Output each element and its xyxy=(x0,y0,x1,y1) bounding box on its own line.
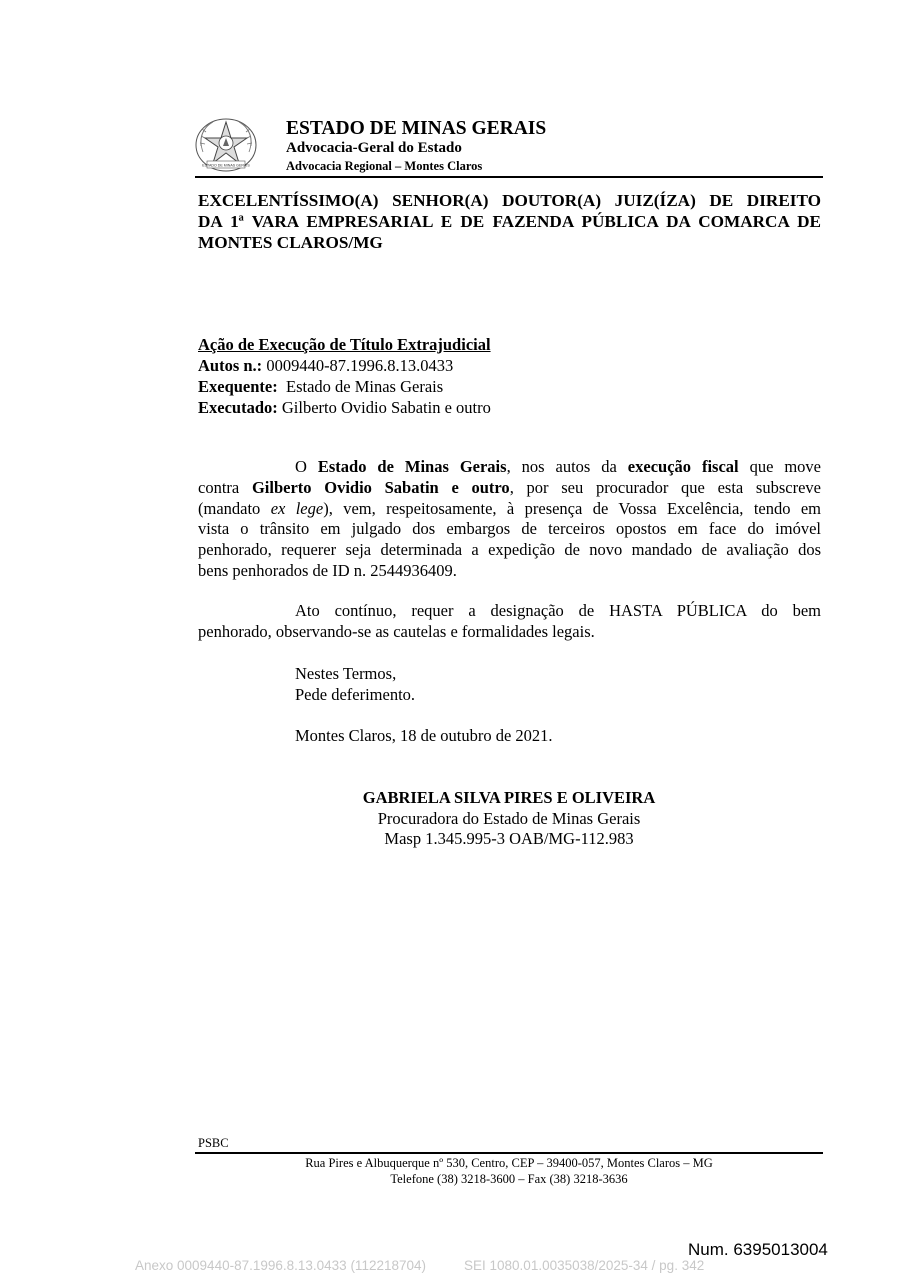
annex-reference: Anexo 0009440-87.1996.8.13.0433 (112218704) xyxy=(135,1258,427,1273)
paragraph-line: O Estado de Minas Gerais, nos autos da execução fiscal que move xyxy=(295,457,821,476)
signer-role: Procuradora do Estado de Minas Gerais xyxy=(377,808,641,828)
petition-paragraph-2 xyxy=(198,601,821,643)
paragraph-line: (mandato ex lege), vem, respeitosamente, à presença de Vossa Excelência, tendo em xyxy=(198,498,822,518)
exequente-label: Exequente: xyxy=(198,377,278,396)
paragraph-line: contra Gilberto Ovidio Sabatin e outro, por seu procurador que esta subscreve xyxy=(198,477,821,497)
signature-block xyxy=(300,788,718,850)
seal-text: ESTADO DE MINAS GERAIS xyxy=(202,163,250,168)
case-info xyxy=(198,334,491,418)
petition-paragraph-1 xyxy=(198,457,821,582)
footer-divider xyxy=(195,1152,823,1154)
addressee-line: MONTES CLAROS/MG xyxy=(198,233,383,252)
paragraph-line: penhorado, observando-se as cautelas e formalidades legais. xyxy=(198,621,595,641)
signer-ids: Masp 1.345.995-3 OAB/MG-112.983 xyxy=(384,829,634,848)
closing-terms: Nestes Termos, xyxy=(295,664,397,683)
header-office: Advocacia Regional – Montes Claros xyxy=(286,159,483,173)
document-number-stamp: Num. 6395013004 xyxy=(688,1240,828,1259)
place-date: Montes Claros, 18 de outubro de 2021. xyxy=(295,726,553,745)
addressee-line: EXCELENTÍSSIMO(A) SENHOR(A) DOUTOR(A) JUIZ(ÍZA) DE DIREITO xyxy=(198,191,821,210)
executado-label: Executado: xyxy=(198,398,278,417)
paragraph-line: vista o trânsito em julgado dos embargos de terceiros opostos em face do imóvel xyxy=(198,519,821,539)
footer-phone: Telefone (38) 3218-3600 – Fax (38) 3218-3636 xyxy=(390,1172,628,1186)
coat-of-arms-icon xyxy=(193,116,259,176)
exequente-value: Estado de Minas Gerais xyxy=(277,377,444,396)
closing-request: Pede deferimento. xyxy=(295,685,416,704)
header-agency: Advocacia-Geral do Estado xyxy=(286,140,462,156)
executado-value: Gilberto Ovidio Sabatin e outro xyxy=(277,398,491,417)
sei-reference: SEI 1080.01.0035038/2025-34 / pg. 342 xyxy=(464,1258,705,1273)
addressee-block xyxy=(198,190,821,253)
header-state: ESTADO DE MINAS GERAIS xyxy=(286,118,547,139)
paragraph-line: Ato contínuo, requer a designação de HASTA PÚBLICA do bem xyxy=(295,601,821,620)
annex-stamp xyxy=(135,1258,704,1273)
autos-label: Autos n.: xyxy=(198,356,263,375)
signer-name: GABRIELA SILVA PIRES E OLIVEIRA xyxy=(362,788,656,807)
case-action-title: Ação de Execução de Título Extrajudicial xyxy=(198,335,491,354)
footer-address: Rua Pires e Albuquerque nº 530, Centro, CEP – 39400-057, Montes Claros – MG xyxy=(305,1156,713,1170)
autos-value: 0009440-87.1996.8.13.0433 xyxy=(262,356,454,375)
footer-initials: PSBC xyxy=(198,1136,229,1150)
paragraph-line: bens penhorados de ID n. 2544936409. xyxy=(198,560,457,580)
addressee-line: DA 1ª VARA EMPRESARIAL E DE FAZENDA PÚBLICA DA COMARCA DE xyxy=(198,212,821,231)
paragraph-line: penhorado, requerer seja determinada a expedição de novo mandado de avaliação dos xyxy=(198,540,821,560)
header-divider xyxy=(195,176,823,178)
